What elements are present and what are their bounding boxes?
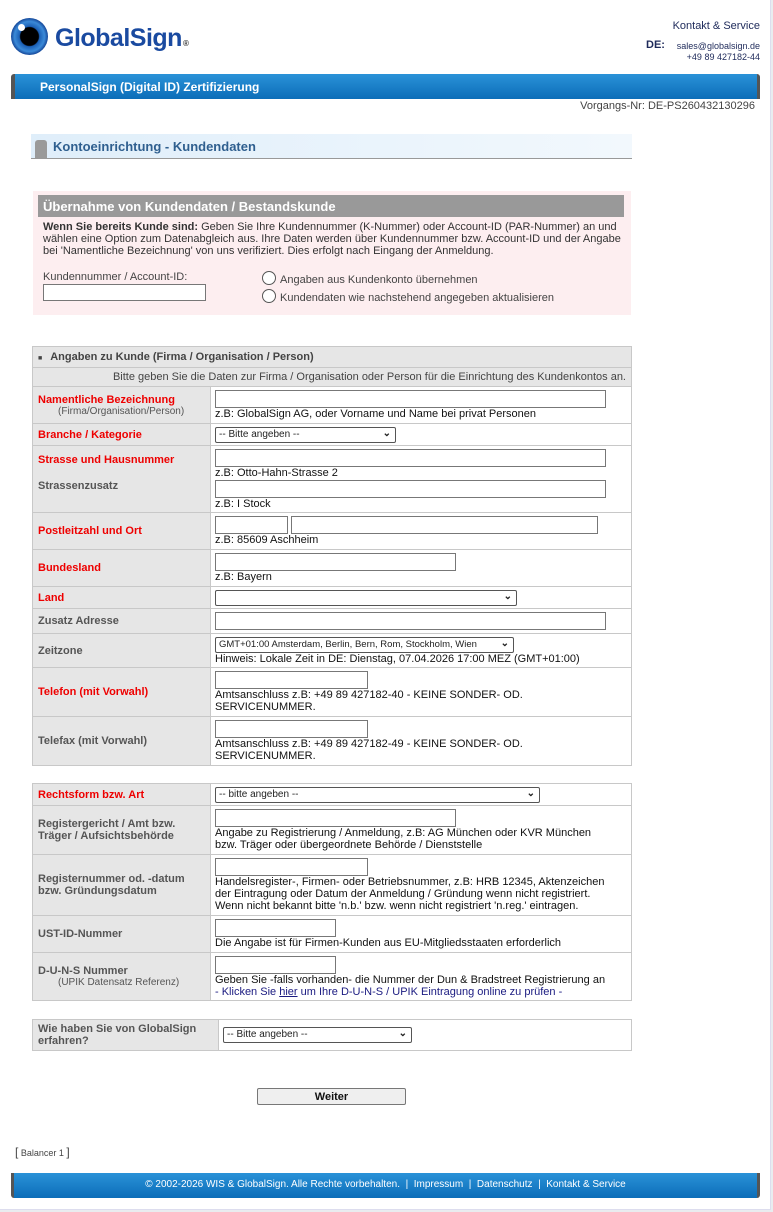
source-select-value: -- Bitte angeben --	[227, 1029, 308, 1040]
radio-update-label: Kundendaten wie nachstehend angegeben aktualisieren	[280, 292, 554, 304]
court-input[interactable]	[215, 809, 456, 827]
regnr-input[interactable]	[215, 858, 368, 876]
existing-customer-box	[33, 191, 631, 315]
footer-contact-link[interactable]: Kontakt & Service	[546, 1179, 626, 1190]
section-title-text: Kontoeinrichtung - Kundendaten	[53, 139, 256, 154]
phone-label: Telefon (mit Vorwahl)	[33, 668, 211, 717]
street-hint: z.B: Otto-Hahn-Strasse 2	[215, 466, 338, 479]
fax-hint: Amtsanschluss z.B: +49 89 427182-49 - KEINE SONDER- OD. SERVICENUMMER.	[215, 738, 523, 762]
section-title	[31, 134, 632, 159]
vat-hint: Die Angabe ist für Firmen-Kunden aus EU-Mitgliedsstaaten erforderlich	[215, 937, 562, 949]
zip-hint: z.B: 85609 Aschheim	[215, 534, 319, 546]
legal-form-select[interactable]	[215, 787, 540, 803]
chevron-down-icon: ⌄	[500, 637, 509, 649]
duns-label-cell	[33, 953, 211, 1001]
name-input[interactable]	[215, 390, 606, 408]
separator: |	[468, 1179, 472, 1190]
street-input[interactable]	[215, 449, 606, 467]
customer-heading	[33, 347, 632, 368]
logo[interactable]	[55, 24, 188, 53]
name-sublabel: (Firma/Organisation/Person)	[58, 405, 185, 417]
branch-select[interactable]	[215, 427, 396, 443]
phone-input[interactable]	[215, 671, 368, 689]
source-label: Wie haben Sie von GlobalSign erfahren?	[33, 1020, 219, 1051]
country-label: Land	[33, 587, 211, 609]
street2-hint: z.B: I Stock	[215, 497, 271, 510]
intro-text: Geben Sie Ihre Kundennummer (K-Nummer) oder Account-ID (PAR-Nummer) an und wählen eine Option zum Datenabgleich aus. Ihre Daten werden über Kundennummer bzw. Account-ID und der Angabe bei 'Namentliche Bezeichnung' von uns verifiziert. Dies erfolgt nach Eingang der Anmeldung.	[43, 221, 621, 257]
duns-check-link[interactable]: hier	[279, 985, 298, 998]
copyright: © 2002-2026 WIS & GlobalSign. Alle Rechte vorbehalten.	[145, 1179, 400, 1190]
state-hint: z.B: Bayern	[215, 571, 272, 583]
branch-label: Branche / Kategorie	[33, 424, 211, 446]
street-label-cell	[33, 446, 211, 513]
timezone-select[interactable]	[215, 637, 514, 653]
street2-label: Strassenzusatz	[38, 480, 119, 492]
title-bar	[11, 74, 760, 99]
chevron-down-icon: ⌄	[503, 590, 512, 602]
source-select[interactable]	[223, 1027, 412, 1043]
country-select[interactable]	[215, 590, 517, 606]
separator: |	[405, 1179, 409, 1190]
duns-label: D-U-N-S Nummer	[38, 965, 128, 977]
tab-decoration	[35, 140, 47, 158]
duns-check-text	[215, 986, 562, 998]
legal-data-table	[32, 783, 632, 1001]
regnr-label: Registernummer od. -datum bzw. Gründungsdatum	[33, 855, 211, 916]
bullet-icon: ■	[38, 355, 43, 362]
chevron-down-icon: ⌄	[398, 1028, 407, 1039]
account-id-input[interactable]	[43, 284, 206, 301]
next-button[interactable]: Weiter	[257, 1088, 406, 1105]
contact-service-link[interactable]: Kontakt & Service	[672, 20, 760, 32]
process-number: Vorgangs-Nr: DE-PS260432130296	[580, 100, 755, 112]
chevron-down-icon: ⌄	[526, 787, 535, 799]
country-label: DE:	[646, 39, 665, 51]
fax-label: Telefax (mit Vorwahl)	[33, 717, 211, 766]
account-id-label: Kundennummer / Account-ID:	[43, 271, 188, 283]
duns-link-pre: - Klicken Sie	[215, 985, 280, 998]
sales-phone: +49 89 427182-44	[686, 52, 760, 62]
sales-email[interactable]: sales@globalsign.de	[676, 41, 760, 51]
tz-hint: Hinweis: Lokale Zeit in DE: Dienstag, 07.04.2026 17:00 MEZ (GMT+01:00)	[215, 652, 580, 665]
state-label: Bundesland	[33, 550, 211, 587]
regnr-hint: Handelsregister-, Firmen- oder Betriebsnummer, z.B: HRB 12345, Aktenzeichen der Eintragung oder Datum der Anmeldung / Gründung wenn nicht registriert. Wenn nicht bekannt bitte 'n.b.' bzw. wenn nicht registriert 'n.reg.' eintragen.	[215, 876, 605, 912]
intro-bold: Wenn Sie bereits Kunde sind:	[43, 221, 199, 233]
radio-take-over-label: Angaben aus Kundenkonto übernehmen	[280, 274, 478, 286]
customer-heading-text: Angaben zu Kunde (Firma / Organisation / Person)	[50, 351, 314, 363]
timezone-select-value: GMT+01:00 Amsterdam, Berlin, Bern, Rom, Stockholm, Wien	[219, 638, 477, 650]
zip-input[interactable]	[215, 516, 288, 534]
addr-extra-label: Zusatz Adresse	[33, 609, 211, 634]
branch-select-value: -- Bitte angeben --	[219, 428, 300, 440]
legal-form-label: Rechtsform bzw. Art	[33, 784, 211, 806]
product-title: PersonalSign (Digital ID) Zertifizierung	[40, 80, 260, 94]
customer-subheading: Bitte geben Sie die Daten zur Firma / Organisation oder Person für die Einrichtung des Kundenkontos an.	[33, 368, 632, 387]
vat-input[interactable]	[215, 919, 336, 937]
legal-form-select-value: -- bitte angeben --	[219, 788, 299, 800]
phone-hint: Amtsanschluss z.B: +49 89 427182-40 - KEINE SONDER- OD. SERVICENUMMER.	[215, 689, 523, 713]
fax-input[interactable]	[215, 720, 368, 738]
existing-customer-intro	[43, 221, 623, 257]
tz-label: Zeitzone	[33, 634, 211, 668]
customer-data-table	[32, 346, 632, 766]
street2-input[interactable]	[215, 480, 606, 498]
name-label	[33, 387, 211, 424]
separator: |	[538, 1179, 541, 1190]
existing-customer-heading-text: Übernahme von Kundendaten / Bestandskunde	[43, 199, 336, 214]
court-hint: Angabe zu Registrierung / Anmeldung, z.B: AG München oder KVR München bzw. Träger oder übergeordnete Behörde / Dienststelle	[215, 827, 592, 851]
duns-input[interactable]	[215, 956, 336, 974]
balancer-text: Balancer 1	[20, 1148, 64, 1158]
name-label-text: Namentliche Bezeichnung	[38, 393, 175, 406]
court-label: Registergericht / Amt bzw. Träger / Aufsichtsbehörde	[33, 806, 211, 855]
duns-sublabel: (UPIK Datensatz Referenz)	[58, 977, 180, 988]
street-label: Strasse und Hausnummer	[38, 454, 175, 466]
addr-extra-input[interactable]	[215, 612, 606, 630]
footer-bar	[11, 1173, 760, 1198]
radio-take-over[interactable]	[262, 271, 276, 285]
duns-link-post: um Ihre D-U-N-S / UPIK Eintragung online zu prüfen -	[297, 985, 563, 998]
state-input[interactable]	[215, 553, 456, 571]
name-hint: z.B: GlobalSign AG, oder Vorname und Name bei privat Personen	[215, 408, 537, 420]
logo-text: GlobalSign	[55, 24, 182, 52]
logo-registered: ®	[182, 39, 189, 48]
source-table	[32, 1019, 632, 1051]
radio-update[interactable]	[262, 289, 276, 303]
impressum-link[interactable]: Impressum	[413, 1179, 464, 1190]
existing-customer-heading	[38, 195, 624, 217]
globalsign-logo-icon	[11, 18, 48, 55]
datenschutz-link[interactable]: Datenschutz	[476, 1179, 533, 1190]
zip-label: Postleitzahl und Ort	[33, 513, 211, 550]
balancer-info: [ Balancer 1 ]	[15, 1145, 70, 1159]
duns-hint: Geben Sie -falls vorhanden- die Nummer der Dun & Bradstreet Registrierung an	[215, 973, 606, 986]
vat-label: UST-ID-Nummer	[33, 916, 211, 953]
city-input[interactable]	[291, 516, 598, 534]
chevron-down-icon: ⌄	[382, 427, 391, 439]
